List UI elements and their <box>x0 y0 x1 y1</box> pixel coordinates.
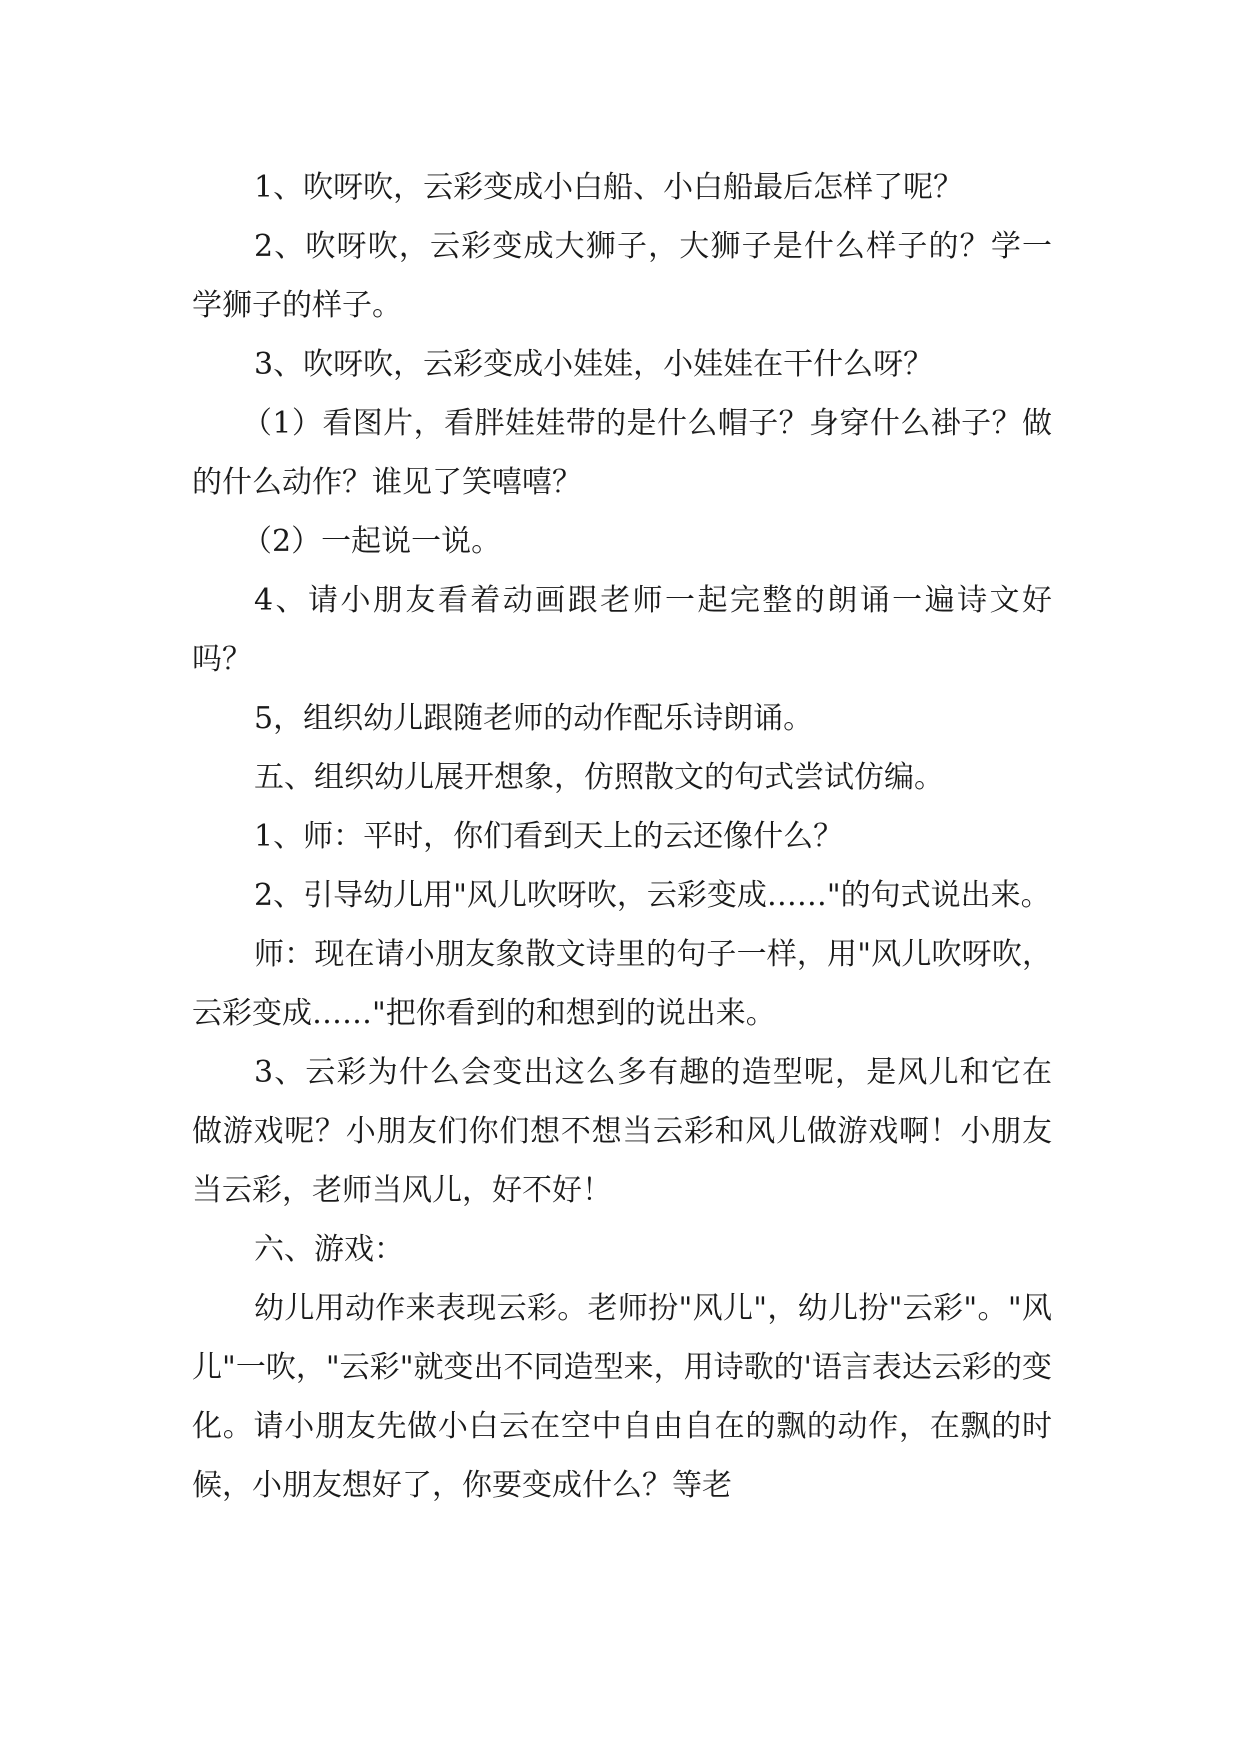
paragraph-7: 5，组织幼儿跟随老师的动作配乐诗朗诵。 <box>254 701 814 736</box>
paragraph-3: 3、吹呀吹，云彩变成小娃娃，小娃娃在干什么呀？ <box>254 347 934 382</box>
paragraph-9: 1、师：平时，你们看到天上的云还像什么？ <box>254 819 844 854</box>
paragraph-8: 五、组织幼儿展开想象，仿照散文的句式尝试仿编。 <box>254 760 944 795</box>
paragraph-2: 2、吹呀吹，云彩变成大狮子，大狮子是什么样子的？学一学狮子的样子。 <box>192 229 1052 323</box>
paragraph-11: 师：现在请小朋友象散文诗里的句子一样，用"风儿吹呀吹，云彩变成……"把你看到的和想到的说出来。 <box>192 937 1052 1031</box>
paragraph-12: 3、云彩为什么会变出这么多有趣的造型呢，是风儿和它在做游戏呢？小朋友们你们想不想当云彩和风儿做游戏啊！小朋友当云彩，老师当风儿，好不好！ <box>192 1055 1052 1208</box>
paragraph-4: （1）看图片，看胖娃娃带的是什么帽子？身穿什么褂子？做的什么动作？谁见了笑嘻嘻？ <box>192 406 1052 500</box>
paragraph-14: 幼儿用动作来表现云彩。老师扮"风儿"，幼儿扮"云彩"。"风儿"一吹，"云彩"就变出不同造型来，用诗歌的'语言表达云彩的变化。请小朋友先做小白云在空中自由自在的飘的动作，在飘的时候，小朋友想好了，你要变成什么？等老 <box>192 1291 1052 1503</box>
paragraph-13: 六、游戏： <box>254 1232 404 1267</box>
document-body <box>192 158 1052 1515</box>
paragraph-10: 2、引导幼儿用"风儿吹呀吹，云彩变成……"的句式说出来。 <box>254 878 1051 913</box>
paragraph-1: 1、吹呀吹，云彩变成小白船、小白船最后怎样了呢？ <box>254 170 964 205</box>
paragraph-6: 4、请小朋友看着动画跟老师一起完整的朗诵一遍诗文好吗？ <box>192 583 1052 677</box>
paragraph-5: （2）一起说一说。 <box>242 524 502 559</box>
